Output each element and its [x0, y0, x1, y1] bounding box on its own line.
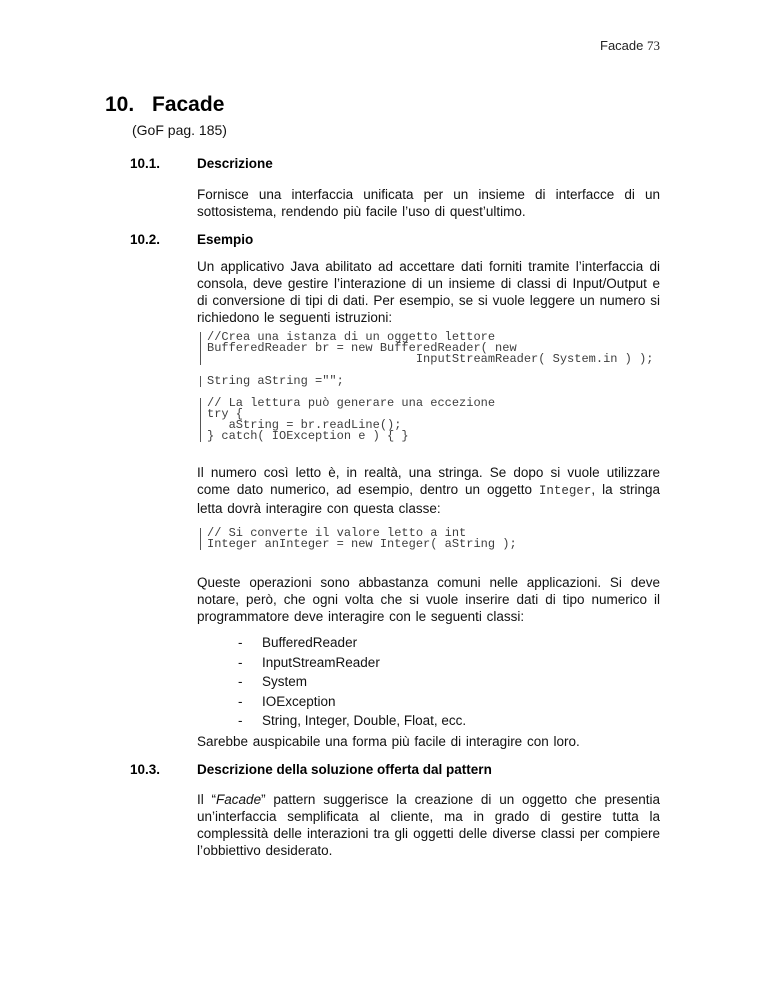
code-line: } catch( IOException e ) { } [200, 431, 660, 442]
inline-code-integer: Integer [538, 484, 592, 498]
paragraph-pattern-solution [197, 791, 660, 859]
paragraph-closing: Sarebbe auspicabile una forma più facile di interagire con loro. [197, 733, 580, 749]
class-list-item: - IOException [197, 692, 660, 712]
section-heading-10-2 [130, 232, 663, 248]
code-line: Integer anInteger = new Integer( aString ); [200, 539, 660, 550]
section-number: 10.1. [130, 156, 161, 171]
chapter-subtitle: (GoF pag. 185) [132, 122, 227, 138]
code-block-convert-int [200, 528, 660, 550]
code-line: aString = br.readLine(); [200, 420, 660, 431]
class-list-item: - System [197, 672, 660, 692]
section-number: 10.2. [130, 232, 161, 247]
facade-italic: Facade [216, 791, 262, 807]
code-line: BufferedReader br = new BufferedReader( new [200, 343, 660, 354]
chapter-number: 10. [105, 93, 135, 116]
paragraph-text: , la stringa letta dovrà interagire con questa classe: [197, 482, 661, 516]
code-line: //Crea una istanza di un oggetto lettore [200, 332, 660, 343]
section-heading-10-1 [130, 156, 663, 172]
paragraph-classes: Queste operazioni sono abbastanza comuni nelle applicazioni. Si deve notare, però, che ogni volta che si vuole inserire dati di tipo numerico il programmatore deve interagire con le seguenti classi: [197, 575, 660, 624]
code-line: // Si converte il valore letto a int [200, 528, 660, 539]
paragraph-esempio-intro: Un applicativo Java abilitato ad accettare dati forniti tramite l’interfaccia di consola, deve gestire l’interazione di un insieme di classi di Input/Output e di conversione di tipi di dati. Per esempio, se si vuole leggere un numero si richiedono le seguenti istruzioni: [197, 259, 660, 325]
paragraph-text: ” pattern suggerisce la creazione di un oggetto che presentia un’interfaccia semplificata al cliente, ma in grado di gestire tutta la complessità delle interazioni tra gli oggetti delle diverse classi per compiere l’obbiettivo desiderato. [197, 791, 660, 858]
class-list-item: - String, Integer, Double, Float, ecc. [197, 711, 660, 731]
paragraph-text: Il numero così letto è, in realtà, una stringa. Se dopo si vuole utilizzare come dato numerico, ad esempio, dentro un oggetto [197, 465, 660, 497]
paragraph-descrizione: Fornisce una interfaccia unificata per un insieme di interfacce di un sottosistema, rendendo più facile l’uso di quest’ultimo. [197, 187, 660, 219]
class-list-item: - BufferedReader [197, 633, 660, 653]
section-number: 10.3. [130, 761, 161, 777]
section-title: Esempio [197, 232, 254, 247]
code-line: try { [200, 409, 660, 420]
chapter-title [105, 94, 663, 116]
code-line: InputStreamReader( System.in ) ); [200, 354, 660, 365]
chapter-title-text: Facade [152, 93, 225, 116]
section-heading-10-3 [130, 762, 663, 778]
section-title: Descrizione [197, 156, 273, 171]
header-chapter-label: Facade [600, 38, 644, 53]
page-content [105, 0, 663, 859]
code-block-read-number [200, 332, 660, 442]
paragraph-integer [197, 464, 660, 517]
code-line: String aString =""; [200, 376, 660, 387]
header-page-number: 73 [647, 38, 660, 53]
class-list-item: - InputStreamReader [197, 653, 660, 673]
paragraph-text: Il “ [197, 791, 217, 807]
class-list [197, 633, 660, 731]
code-line: // La lettura può generare una eccezione [200, 398, 660, 409]
section-title: Descrizione della soluzione offerta dal pattern [197, 761, 492, 777]
